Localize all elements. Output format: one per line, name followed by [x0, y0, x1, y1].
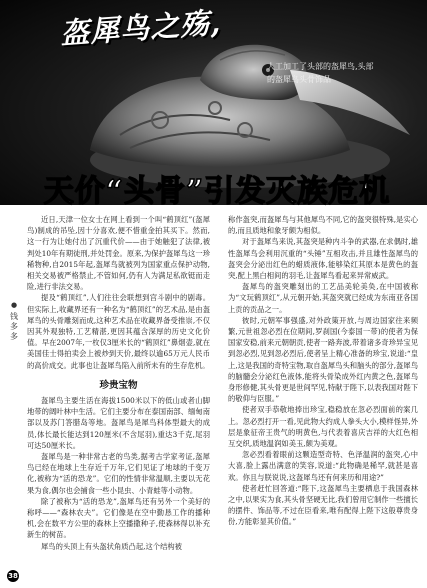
photo-caption-line1: 人工加工了头部的盔犀鸟,头部 [267, 62, 374, 71]
column-label [8, 300, 20, 342]
hero-title: 盔犀鸟之殇, [59, 5, 223, 51]
column-label-char-3: 多 [10, 332, 18, 341]
page-number: 38 [8, 572, 18, 580]
paragraph: 对于盔犀鸟来说,其盔突是种内斗争的武器,在求偶时,雄性盔犀鸟会利用沉重的“头锤”互相攻击,并且雄性盔犀鸟的盔突会分泌出红色的蜡质液体,能够染红其原本是黄色的盔突,配上黑白相间的羽毛,让盔犀鸟看起来异常威武。 [228, 237, 418, 281]
paragraph: 盔犀鸟的盔突雕刻出的工艺品美轮美奂,在中国被称为“文玩鹤顶红”,从元朝开始,其盔突就已经成为东南亚各国上贡的贡品之一。 [228, 282, 418, 314]
paragraph: 忽必烈看着眼前这颗造型奇特、色泽温润的盔突,心中大喜,脸上露出满意的笑容,说道:“此物确是稀罕,就甚是喜欢。你且与朕说说,这盔犀鸟还有何来历和用途?” [228, 450, 418, 482]
paragraph: 盔犀鸟主要生活在海拔1500米以下的低山或者山脚地带的阔叶林中生活。它们主要分布在泰国南部、缅甸南部以及苏门答腊岛等地。盔犀鸟是犀鸟科体型最大的成员,体长最长能达到120厘米(不含尾羽),重达3千克,尾羽可达50厘米长。 [27, 396, 210, 450]
paragraph: 称作盔突,而盔犀鸟与其他犀鸟不同,它的盔突很特殊,是实心的,而且质地和象牙颇为相似。 [228, 215, 418, 236]
article-body-left-top [27, 214, 210, 369]
paragraph: 使者双手恭敬地捧出珍宝,稳稳放在忽必烈面前的案几上。忽必烈打开一看,见此物大约成人拳头大小,模样怪异,外层是象征帝王贵气的明黄色,与代表着喜庆吉祥的大红色相互交织,质地温润如美玉,颇为美观。 [228, 405, 418, 449]
photo-caption [267, 60, 397, 86]
article-body-right [228, 214, 418, 570]
photo-caption-line2: 的盔犀鸟头骨饰品 [267, 75, 331, 84]
column-label-char-1: 钱 [10, 312, 18, 321]
paragraph: 盔犀鸟是一种非常古老的鸟类,据考古学家考证,盔犀鸟已经在地球上生存近千万年,它们见证了地球的千变万化,被称为“活的恐龙”。它们的性情非常温顺,主要以无花果为食,偶尔也会捕食一些小昆虫、小青蛙等小动物。 [27, 452, 210, 495]
paragraph: 犀鸟的头顶上有头盔状角质凸起,这个结构被 [41, 541, 182, 551]
paragraph: 使者赶忙回答道:“陛下,这盔犀鸟主要栖息于我国森林之中,以果实为食,其头骨坚硬无比,我们曾用它制作一些擅长的摆件、饰品等,不过在臣看来,唯有配得上陛下这般尊贵身份,方能彰显其价值。” [228, 483, 418, 527]
paragraph: 彼时,元朝军事强盛,对外政策开放,与周边国家往来频繁,元世祖忽必烈在位期间,罗刹国(今泰国一带)的使者为保国家安稳,前来元朝朝贡,使者一路奔波,带着诸多奇珍异宝见到忽必烈,见到忽必烈后,使者呈上精心准备的珍宝,说道:“皇上,这是我国的奇特宝物,取自盔犀鸟头和脑头的部分,盔犀鸟的脑髓会分泌红色液体,能将头骨染成外红内黄之色,盔犀鸟身形修健,其头骨更是世间罕见,特献于陛下,以表我国对陛下的敬仰与臣服。” [228, 315, 418, 404]
bullet-icon: ● [10, 301, 18, 309]
article-headline: 天价“头骨”引发灭族危机 [43, 174, 391, 209]
paragraph: 提及“鹤顶红”,人们往往会联想到宫斗剧中的剧毒。但实际上,收藏界还有一种名为“鹤顶红”的艺术品,是由盔犀鸟的头骨雕刻而成,这种艺术品在收藏界备受推崇,不仅因其外观独特,工艺精湛,更因其蕴含深厚的历史文化价值。早在2007年,一枚仅3厘米长的“鹤顶红”鼻烟壶,就在美国佳士得拍卖会上被炒到天价,最终以逾65万元人民币的高价成交。此事也让盔犀鸟陷入前所未有的生存危机。 [27, 293, 210, 369]
section-subhead: 珍贵宝物 [99, 380, 138, 391]
paragraph: 近日,天津一位女士在网上看到一个叫“鹤顶红”(盔犀鸟)制成的吊坠,因十分喜欢,便不惜重金拍其买下。然而,这一行为让她付出了沉重代价——由于她触犯了法律,被判处10年有期徒刑,并处罚金。原来,为保护盔犀鸟这一珍稀物种,自2015年起,盔犀鸟就被列为国家重点保护动物,相关交易被严格禁止,不管如何,仍有人为满足私欲铤而走险,进行非法交易。 [27, 215, 210, 292]
article-body-left-bottom [27, 395, 210, 570]
column-label-char-2: 多 [10, 322, 18, 331]
paragraph: 除了被称为“活的恐龙”,盔犀鸟还有另外一个美好的称呼——“森林农夫”。它们像是在空中勤恳工作的播种机,会在数平方公里的森林上空播撒种子,使森林得以补充新生的树苗。 [27, 496, 210, 540]
